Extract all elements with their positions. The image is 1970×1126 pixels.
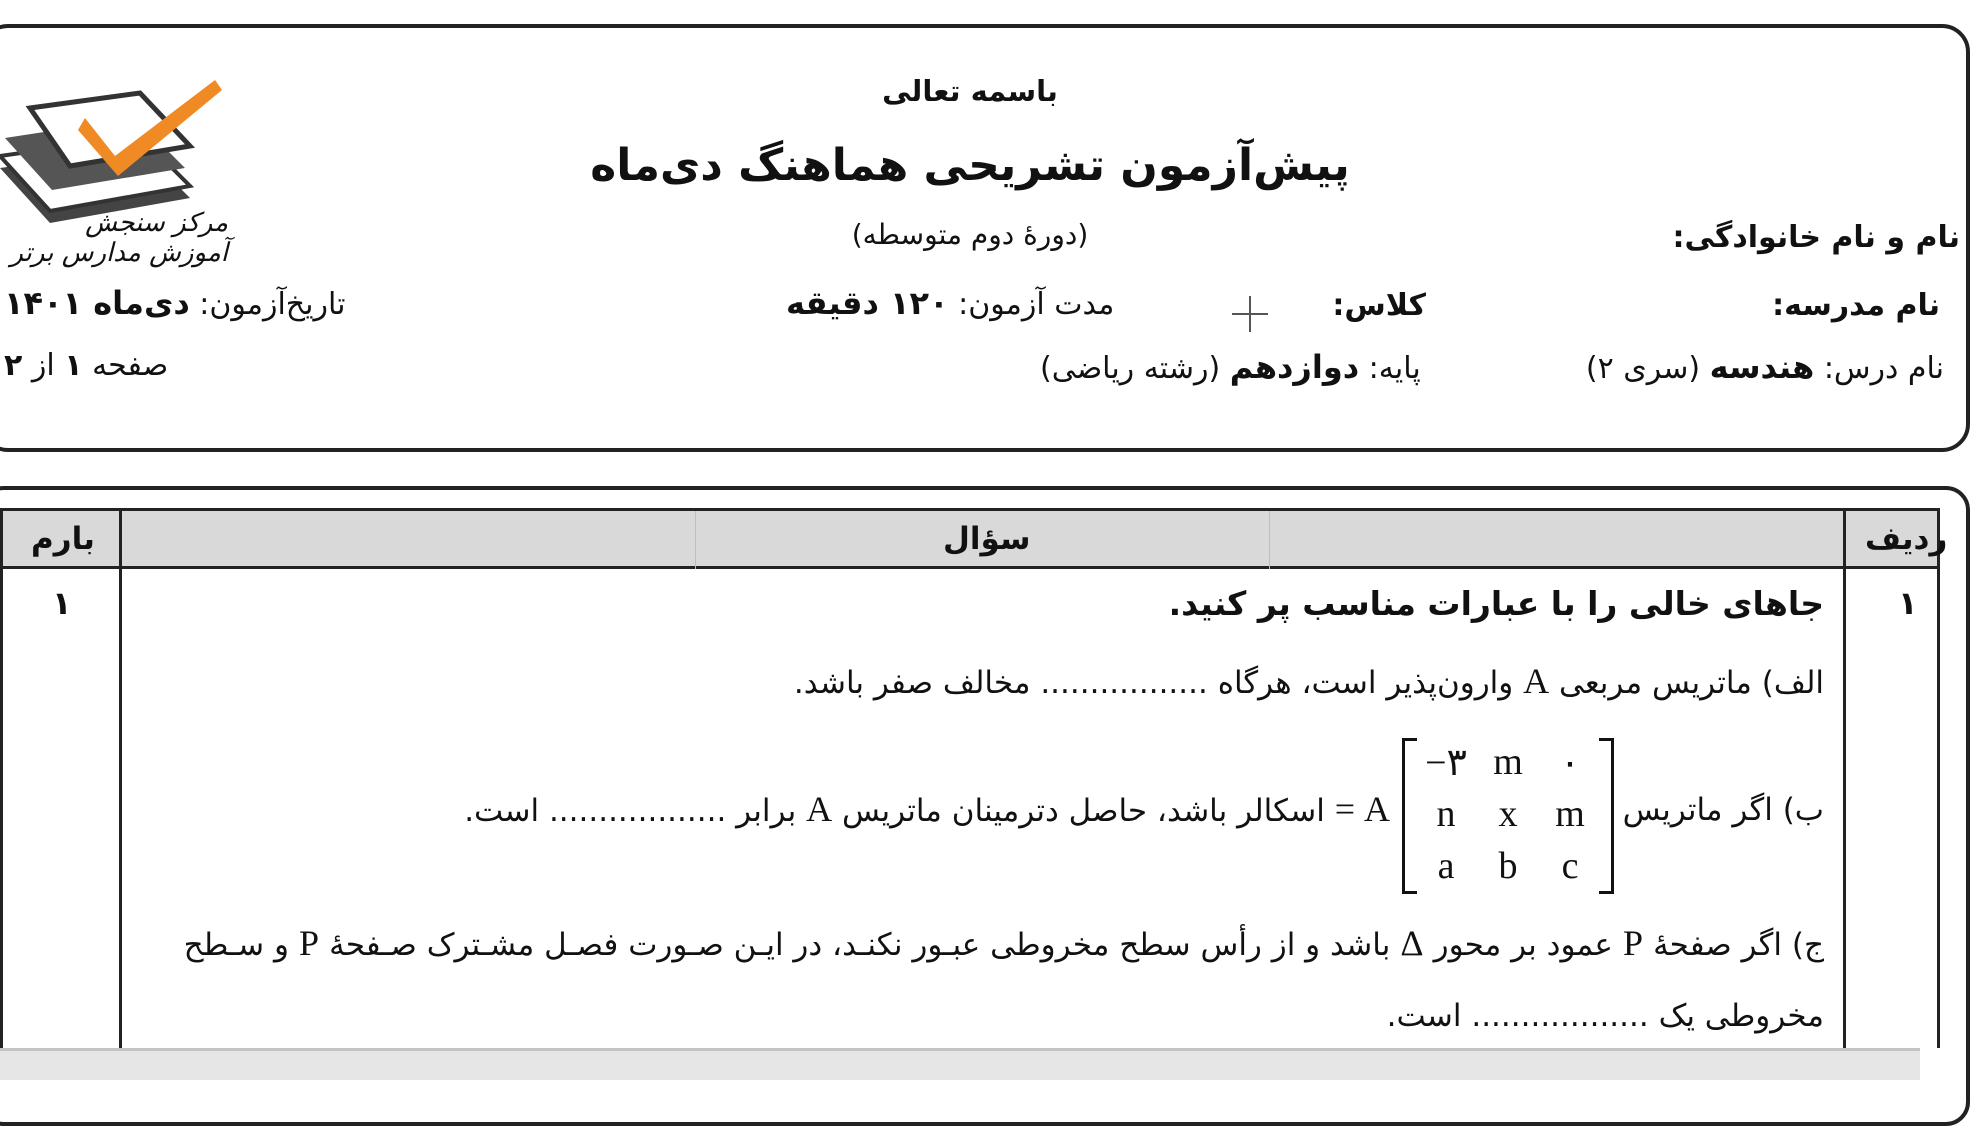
matrix-cell: n (1436, 793, 1456, 835)
col-row-header: ردیف (1865, 521, 1948, 557)
matrix-cell: a (1437, 845, 1455, 887)
part-b-mid: اسکالر باشد، حاصل دترمینان ماتریس (841, 793, 1325, 829)
duration-field (786, 284, 1114, 322)
question-part-a (794, 660, 1824, 702)
date-value: دی‌ماه ۱۴۰۱ (4, 284, 190, 322)
matrix-left-bracket (1402, 738, 1417, 894)
matrix-right-bracket (1599, 738, 1614, 894)
matrix-cell: x (1498, 793, 1518, 835)
score-column-divider (119, 511, 122, 1048)
matrix-cell: m (1555, 793, 1585, 835)
grade-label: پایه: (1368, 351, 1421, 386)
matrix-cell: −۳ (1425, 742, 1467, 784)
duration-label: مدت آزمون: (958, 287, 1115, 322)
viewer-bottom-bar (0, 1048, 1920, 1080)
header-divider (695, 511, 696, 569)
crosshair-cursor-icon (1232, 296, 1268, 332)
date-field (4, 284, 346, 322)
part-c-pre: ج) اگر صفحهٔ (1653, 927, 1824, 963)
part-c-plane-p2: P (299, 923, 320, 963)
question-part-b-rest (464, 788, 1390, 830)
part-c-end: و سـطح (183, 927, 289, 963)
header-divider (1269, 511, 1270, 569)
matrix-cell: ۰ (1559, 742, 1581, 784)
grade-track: (رشته ریاضی) (1040, 351, 1221, 386)
class-label: کلاس: (1332, 288, 1426, 323)
page-indicator (4, 348, 168, 383)
basmala: باسمه تعالی (882, 74, 1058, 108)
col-question-header: سؤال (943, 521, 1031, 557)
school-label: نام مدرسه: (1772, 288, 1940, 323)
part-c-mid: عمود بر محور (1433, 927, 1613, 963)
scalar-matrix (1394, 730, 1622, 894)
part-b-post: برابر .................. است. (464, 793, 797, 829)
part-c-delta: Δ (1400, 923, 1424, 963)
part-c-plane-p: P (1622, 923, 1644, 963)
page-total: ۲ (4, 348, 23, 383)
name-label: نام و نام خانوادگی: (1672, 220, 1960, 255)
part-c-rest: باشد و از رأس سطح مخروطی عبـور نکنـد، در ایـن صـورت فصـل مشـترک صـفحهٔ (329, 927, 1391, 963)
matrix-cell: b (1498, 845, 1518, 887)
duration-value: ۱۲۰ دقیقه (786, 284, 949, 322)
part-b-pre: ب) اگر ماتریس (1622, 792, 1824, 828)
subject-field (1586, 348, 1944, 386)
exam-subtitle: (دورهٔ دوم متوسطه) (851, 218, 1089, 251)
page-of: از (31, 348, 55, 383)
part-b-var: A (806, 789, 833, 829)
question-instruction: جاهای خالی را با عبارات مناسب پر کنید. (1168, 584, 1824, 623)
subject-value: هندسه (1709, 348, 1815, 386)
date-label: تاریخ‌آزمون: (199, 287, 346, 322)
part-a-var: A (1523, 661, 1550, 701)
col-score-header: بارم (31, 521, 95, 557)
part-a-post: وارون‌پذیر است، هرگاه ................. مخالف صفر باشد. (793, 665, 1514, 701)
subject-label: نام درس: (1823, 351, 1944, 386)
page-current: ۱ (64, 348, 83, 383)
table-header-row (3, 511, 1948, 569)
question-score: ۱ (52, 584, 72, 622)
grade-value: دوازدهم (1229, 348, 1360, 386)
part-a-pre: الف) ماتریس مربعی (1558, 665, 1824, 701)
row-column-divider (1843, 511, 1846, 1048)
matrix-cell: m (1493, 741, 1523, 783)
part-b-eq: A = (1334, 789, 1390, 829)
question-part-c-line1 (184, 922, 1824, 964)
logo-caption: مرکز سنجش آموزش مدارس برتر (10, 208, 228, 268)
question-part-c-line2: مخروطی یک .................. است. (1386, 998, 1824, 1034)
subject-series: (سری ۲) (1585, 351, 1701, 386)
matrix-cell: c (1561, 845, 1579, 887)
question-number: ۱ (1898, 584, 1918, 622)
grade-field (1040, 348, 1421, 386)
page-label: صفحه (92, 348, 169, 383)
exam-title: پیش‌آزمون تشریحی هماهنگ دی‌ماه (590, 140, 1350, 191)
